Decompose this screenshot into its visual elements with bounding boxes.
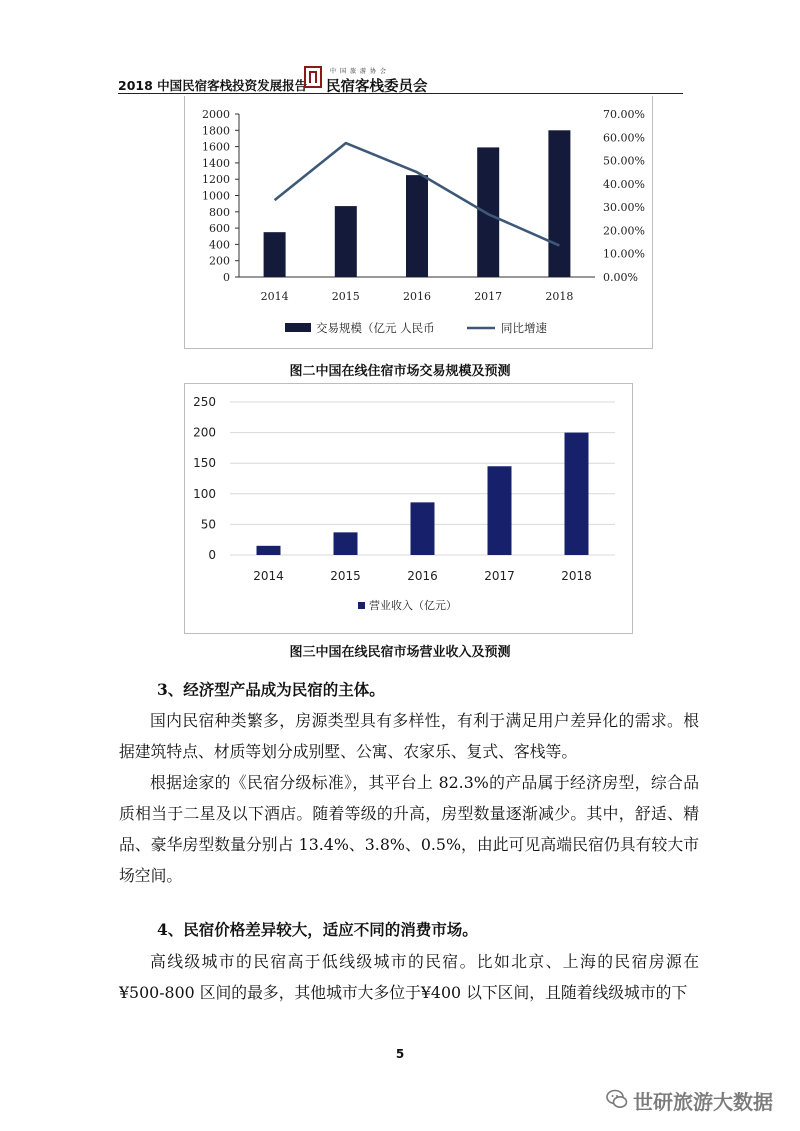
x-tick-label: 2016 xyxy=(407,569,438,583)
bar-revenue xyxy=(488,466,512,555)
wechat-icon xyxy=(606,1088,628,1110)
page-number: 5 xyxy=(395,1047,405,1061)
bar-revenue xyxy=(565,433,589,555)
section-heading-3: 3、经济型产品成为民宿的主体。 xyxy=(157,680,385,699)
logo-name: 民宿客栈委员会 xyxy=(326,78,428,95)
bar-trading-scale xyxy=(406,175,428,277)
y2-tick-label: 50.00% xyxy=(603,154,645,168)
bar-trading-scale xyxy=(335,206,357,277)
x-tick-label: 2018 xyxy=(545,290,574,303)
y-tick-label: 200 xyxy=(193,425,216,440)
y2-tick-label: 40.00% xyxy=(603,177,645,191)
x-tick-label: 2018 xyxy=(561,569,592,583)
y-tick-label: 1800 xyxy=(202,124,230,138)
chart-caption-2: 图二中国在线住宿市场交易规模及预测 xyxy=(289,364,511,379)
y-tick-label: 1200 xyxy=(202,173,230,187)
bar-revenue xyxy=(257,546,281,555)
y-tick-label: 250 xyxy=(193,395,216,409)
y-tick-label: 400 xyxy=(209,238,230,252)
watermark-text: 世研旅游大数据 xyxy=(633,1090,773,1114)
association-logo-icon xyxy=(304,66,322,88)
x-tick-label: 2014 xyxy=(253,569,284,583)
x-tick-label: 2017 xyxy=(484,569,515,583)
y-tick-label: 1600 xyxy=(202,140,230,154)
x-tick-label: 2015 xyxy=(330,569,361,583)
y-tick-label: 150 xyxy=(193,456,216,471)
y-tick-label: 0 xyxy=(208,548,216,562)
legend-label-bar: 交易规模（亿元 人民币 xyxy=(316,321,435,335)
page-header xyxy=(118,66,683,96)
bar-trading-scale xyxy=(548,130,570,277)
bar-revenue xyxy=(334,532,358,555)
report-title: 2018 中国民宿客栈投资发展报告 xyxy=(118,78,308,93)
y-tick-label: 800 xyxy=(209,205,230,219)
legend-swatch xyxy=(358,602,365,609)
bar-trading-scale xyxy=(264,232,286,277)
y2-tick-label: 30.00% xyxy=(603,201,645,215)
logo-subtitle: 中国旅游协会 xyxy=(330,68,391,75)
chart-revenue-svg xyxy=(185,384,632,633)
y-tick-label: 1000 xyxy=(202,189,230,203)
legend-swatch-bar xyxy=(285,323,311,332)
chart-caption-3: 图三中国在线民宿市场营业收入及预测 xyxy=(289,645,511,660)
bar-trading-scale xyxy=(477,147,499,277)
x-tick-label: 2015 xyxy=(331,290,360,303)
x-tick-label: 2014 xyxy=(260,290,289,303)
bar-revenue xyxy=(411,502,435,555)
y-tick-label: 1400 xyxy=(202,156,230,170)
y-tick-label: 600 xyxy=(209,222,230,236)
x-tick-label: 2017 xyxy=(474,290,503,303)
paragraph: 国内民宿种类繁多，房源类型具有多样性，有利于满足用户差异化的需求。根据建筑特点、材质等划分成别墅、公寓、农家乐、复式、客栈等。 xyxy=(119,711,699,761)
y2-tick-label: 20.00% xyxy=(603,224,645,238)
y-tick-label: 50 xyxy=(200,517,216,532)
y2-tick-label: 0.00% xyxy=(603,271,638,284)
y-tick-label: 0 xyxy=(223,271,230,284)
y2-tick-label: 70.00% xyxy=(603,108,645,121)
x-tick-label: 2016 xyxy=(403,290,431,303)
paragraph: 高线级城市的民宿高于低线级城市的民宿。比如北京、上海的民宿房源在¥500-800 区间的最多，其他城市大多位于¥400 以下区间，且随着线级城市的下 xyxy=(119,952,699,1002)
chart-trading-scale-svg xyxy=(185,96,652,348)
paragraph: 根据途家的《民宿分级标准》，其平台上 82.3%的产品属于经济房型，综合品质相当于二星及以下酒店。随着等级的升高，房型数量逐渐减少。其中，舒适、精品、豪华房型数量分别占 13.4%、3.8%、0.5%，由此可见高端民宿仍具有较大市场空间。 xyxy=(119,773,699,885)
chart-trading-scale xyxy=(184,96,653,349)
header-divider xyxy=(118,93,683,94)
y-tick-label: 200 xyxy=(209,254,230,268)
y-tick-label: 100 xyxy=(193,486,216,501)
legend-label: 营业收入（亿元） xyxy=(369,599,457,612)
y2-tick-label: 10.00% xyxy=(603,247,645,261)
section-heading-4: 4、民宿价格差异较大，适应不同的消费市场。 xyxy=(157,920,478,939)
y2-tick-label: 60.00% xyxy=(603,131,645,145)
chart-revenue xyxy=(184,383,633,634)
legend-label-line: 同比增速 xyxy=(501,321,547,335)
y-tick-label: 2000 xyxy=(202,108,230,121)
